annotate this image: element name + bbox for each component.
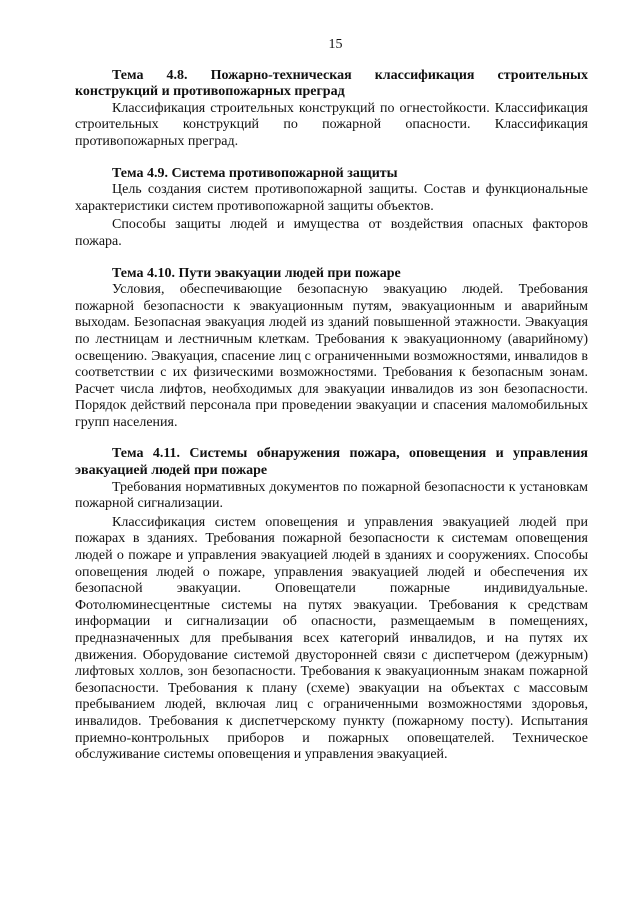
section-paragraph: Классификация систем оповещения и управления эвакуацией людей при пожарах в зданиях. Требования пожарной безопасности к системам оповещения людей о пожаре и управления эвакуацией людей в зданиях и сооружениях. Способы оповещения людей о пожаре, управления эвакуацией людей и обеспечения их безопасной эвакуации. Оповещатели пожарные индивидуальные. Фотолюминесцентные системы на путях эвакуации. Требования к средствам информации и сигнализации об опасности, размещаемым в помещениях, предназначенных для пребывания всех категорий инвалидов, и на путях их движения. Оборудование системой двусторонней связи с диспетчером (дежурным) лифтовых холлов, зон безопасности. Требования к эвакуационным знакам пожарной безопасности. Требования к плану (схеме) эвакуации на объектах с массовым пребыванием людей, включая лиц с ограниченными возможностями здоровья, инвалидов. Требования к диспетчерскому пункту (пожарному посту). Испытания приемно-контрольных приборов и пожарных оповещателей. Техническое обслуживание системы оповещения и управления эвакуацией. <box>75 514 588 763</box>
section-paragraph: Классификация строительных конструкций по огнестойкости. Классификация строительных конструкций по пожарной опасности. Классификация противопожарных преград. <box>75 100 588 149</box>
page-number: 15 <box>328 37 343 52</box>
section-heading: Тема 4.10. Пути эвакуации людей при пожаре <box>112 265 401 281</box>
section-heading: Тема 4.11. Системы обнаружения пожара, оповещения и управления эвакуацией людей при пожаре <box>75 446 588 479</box>
section-paragraph: Способы защиты людей и имущества от воздействия опасных факторов пожара. <box>75 217 588 249</box>
section-4-8 <box>75 68 588 151</box>
section-paragraph: Условия, обеспечивающие безопасную эвакуацию людей. Требования пожарной безопасности к эвакуационным путям, эвакуационным и аварийным выходам. Безопасная эвакуация людей из зданий повышенной этажности. Эвакуация по лестницам и лестничным клеткам. Требования к эвакуационному (аварийному) освещению. Эвакуация, спасение лиц с ограниченными возможностями, инвалидов в соответствии с их физическими возможностями. Требования к безопасным зонам. Расчет числа лифтов, необходимых для эвакуации инвалидов из зон безопасности. Порядок действий персонала при проведении эвакуации и спасения маломобильных групп населения. <box>75 282 588 430</box>
section-4-11 <box>75 446 588 763</box>
section-4-9 <box>75 166 588 251</box>
section-heading: Тема 4.8. Пожарно-техническая классификация строительных конструкций и противопожарных преград <box>75 67 588 100</box>
section-4-10 <box>75 266 588 432</box>
section-heading: Тема 4.9. Система противопожарной защиты <box>112 165 398 181</box>
section-paragraph: Цель создания систем противопожарной защиты. Состав и функциональные характеристики систем противопожарной защиты объектов. <box>75 182 588 214</box>
section-paragraph: Требования нормативных документов по пожарной безопасности к установкам пожарной сигнализации. <box>75 479 588 512</box>
